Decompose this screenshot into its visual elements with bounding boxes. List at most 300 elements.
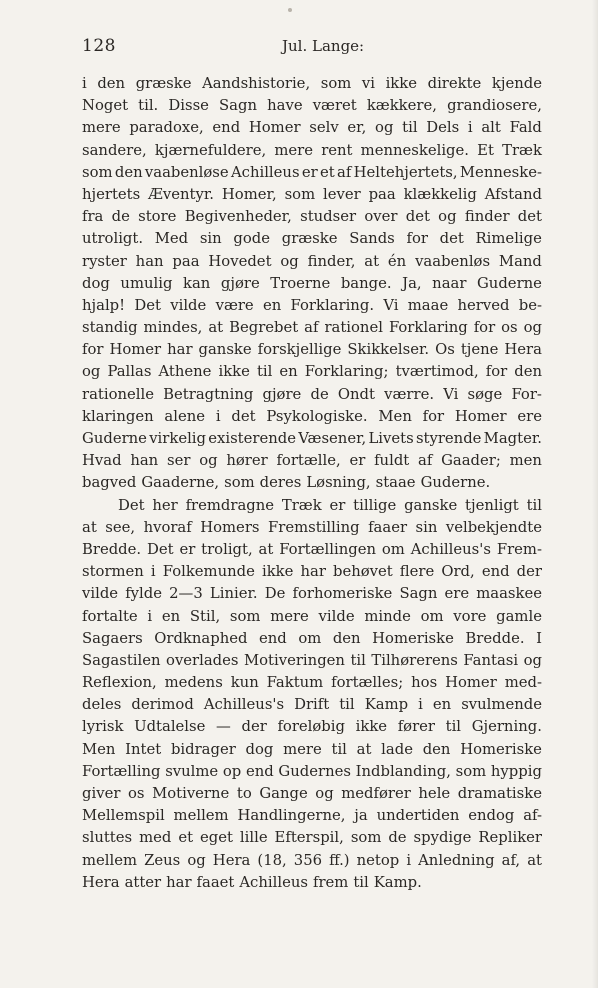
text-line bbox=[82, 206, 542, 228]
word: Motiveringen bbox=[244, 651, 345, 669]
word: der bbox=[241, 718, 267, 736]
word: som bbox=[82, 163, 113, 181]
word: om bbox=[381, 540, 405, 558]
word: overlades bbox=[166, 651, 239, 669]
word: Men bbox=[378, 407, 412, 425]
word: i bbox=[418, 696, 423, 714]
word: menneskelige. bbox=[360, 141, 469, 159]
word: dog bbox=[245, 740, 274, 758]
word: selv bbox=[309, 119, 339, 137]
word: Hera bbox=[504, 341, 542, 359]
word: mere bbox=[274, 141, 314, 159]
word: Begrebet bbox=[229, 319, 299, 337]
text-line bbox=[82, 583, 542, 605]
word: Magter. bbox=[483, 430, 542, 447]
word: at bbox=[208, 319, 224, 337]
word: utroligt. bbox=[82, 230, 144, 248]
word: i bbox=[406, 851, 412, 869]
word: studser bbox=[300, 208, 357, 226]
word: græske bbox=[281, 230, 338, 248]
word: Hovedet bbox=[208, 252, 272, 270]
word: Hera bbox=[212, 851, 251, 869]
word: end bbox=[259, 629, 287, 647]
word: Bredde. bbox=[82, 540, 142, 558]
word: end bbox=[245, 762, 274, 780]
text-line bbox=[82, 827, 542, 849]
word: ryster bbox=[82, 252, 127, 270]
word: er bbox=[179, 540, 196, 558]
word: klækkelig bbox=[403, 185, 477, 203]
word: Livets bbox=[368, 430, 414, 447]
word: for bbox=[406, 230, 428, 248]
word: Forklaring. bbox=[290, 296, 375, 314]
word: Men bbox=[82, 740, 116, 758]
word: vilde bbox=[318, 607, 355, 625]
text-line bbox=[82, 805, 542, 827]
word: over bbox=[364, 208, 398, 226]
word: Skikkelser. bbox=[347, 341, 430, 359]
word: Forklaring bbox=[388, 319, 468, 337]
word: at bbox=[356, 740, 372, 758]
word: virkelig bbox=[149, 430, 207, 447]
word: lever bbox=[323, 185, 361, 203]
text-line bbox=[82, 517, 542, 539]
word: Væsener, bbox=[298, 430, 367, 447]
word: Athene bbox=[158, 363, 212, 381]
word: ganske bbox=[198, 341, 252, 359]
word: gjøre bbox=[262, 385, 302, 403]
word: være bbox=[215, 296, 254, 314]
word: Frem- bbox=[496, 540, 542, 558]
word: som bbox=[229, 607, 261, 625]
word: svulmende bbox=[461, 696, 542, 714]
word: Achilleus's bbox=[410, 540, 491, 558]
word: Motiverne bbox=[152, 785, 230, 802]
word: For- bbox=[511, 385, 542, 403]
word: med- bbox=[504, 674, 542, 692]
word: Guderne. bbox=[420, 474, 491, 492]
word: den bbox=[97, 75, 126, 92]
word: sin bbox=[199, 230, 222, 248]
word: behøvet bbox=[332, 563, 393, 581]
word: ff.) bbox=[329, 851, 350, 869]
word: en bbox=[161, 607, 181, 625]
word: Aandshistorie, bbox=[202, 75, 311, 92]
word: som bbox=[455, 762, 487, 780]
word: og bbox=[523, 319, 542, 337]
word: den bbox=[422, 740, 451, 758]
text-line bbox=[82, 628, 542, 650]
word: ikke bbox=[218, 363, 250, 381]
word: om bbox=[420, 607, 444, 625]
word: — bbox=[216, 718, 231, 736]
text-line bbox=[82, 872, 542, 894]
word: Pallas bbox=[107, 363, 152, 381]
word: to bbox=[236, 785, 252, 802]
word: de bbox=[111, 208, 130, 226]
word: Løsning, bbox=[306, 474, 371, 492]
word: er bbox=[301, 163, 318, 181]
word: forskjellige bbox=[257, 341, 342, 359]
word: os bbox=[501, 319, 518, 337]
word: Bredde. bbox=[465, 629, 525, 647]
word: Fald bbox=[509, 119, 542, 137]
word: vilde bbox=[170, 296, 207, 314]
word: Vi bbox=[383, 296, 399, 314]
word: medfører bbox=[341, 785, 411, 802]
word: ganske bbox=[404, 496, 458, 514]
word: til. bbox=[138, 97, 159, 115]
word: én bbox=[387, 252, 407, 270]
word: Rimelige bbox=[475, 230, 542, 248]
word: i bbox=[147, 607, 153, 625]
word: velbekjendte bbox=[445, 518, 542, 536]
word: (18, bbox=[257, 851, 287, 869]
word: om bbox=[298, 629, 322, 647]
word: Homer bbox=[248, 119, 301, 137]
word: til bbox=[339, 696, 355, 714]
word: deres bbox=[259, 474, 302, 492]
word: staae bbox=[375, 474, 416, 492]
word: de bbox=[310, 385, 329, 403]
word: ikke bbox=[261, 563, 294, 581]
word: maaskee bbox=[476, 585, 542, 603]
word: gamle bbox=[496, 607, 542, 625]
word: Indblanding, bbox=[355, 762, 451, 780]
word: for bbox=[485, 363, 508, 381]
word: Ja, bbox=[402, 274, 422, 292]
word: han bbox=[135, 252, 164, 270]
word: Sagn bbox=[399, 585, 438, 603]
word: en bbox=[262, 296, 282, 314]
word: dramatiske bbox=[457, 785, 542, 802]
word: paa bbox=[172, 252, 200, 270]
word: Ondt bbox=[337, 385, 375, 403]
word: og bbox=[523, 651, 542, 669]
word: Homers bbox=[200, 518, 260, 536]
word: Ordknaphed bbox=[154, 629, 248, 647]
word: fortælles; bbox=[331, 674, 404, 692]
word: Det bbox=[146, 540, 174, 558]
text-line bbox=[82, 73, 542, 95]
word: paradoxe, bbox=[129, 119, 204, 137]
word: Træk bbox=[281, 496, 322, 514]
text-line bbox=[82, 472, 542, 494]
word: Handlingerne, bbox=[237, 807, 346, 825]
word: paa bbox=[368, 185, 396, 203]
text-line bbox=[82, 228, 542, 250]
word: og bbox=[187, 851, 206, 869]
word: hvoraf bbox=[143, 518, 192, 536]
word: til bbox=[350, 651, 366, 669]
text-line bbox=[82, 694, 542, 716]
text-line bbox=[82, 716, 542, 738]
word: for bbox=[82, 341, 104, 359]
word: gjøre bbox=[220, 274, 260, 292]
word: til bbox=[526, 496, 542, 514]
word: Psykologiske. bbox=[266, 407, 368, 425]
word: Mand bbox=[498, 252, 542, 270]
word: alt bbox=[481, 119, 501, 137]
word: til bbox=[331, 740, 347, 758]
word: en bbox=[432, 696, 452, 714]
word: end bbox=[212, 119, 241, 137]
word: i bbox=[150, 563, 156, 581]
text-line bbox=[82, 184, 542, 206]
word: har bbox=[166, 873, 192, 891]
word: herved bbox=[457, 296, 510, 314]
word: tjene bbox=[460, 341, 499, 359]
word: Mellemspil bbox=[82, 807, 165, 825]
text-line bbox=[82, 539, 542, 561]
word: mellem bbox=[82, 851, 138, 869]
word: foreløbig bbox=[277, 718, 345, 736]
word: Homeriske bbox=[372, 629, 454, 647]
word: finder, bbox=[307, 252, 356, 270]
word: Sagn bbox=[219, 97, 257, 115]
word: spydige bbox=[413, 829, 472, 847]
word: og bbox=[199, 452, 218, 470]
word: Begivenheder, bbox=[184, 208, 292, 226]
text-line bbox=[82, 406, 542, 428]
word: ikke bbox=[355, 718, 388, 736]
word: maae bbox=[407, 296, 449, 314]
word: kan bbox=[183, 274, 211, 292]
word: 2—3 bbox=[169, 585, 203, 603]
word: og bbox=[315, 785, 334, 802]
word: det bbox=[439, 230, 464, 248]
word: Faktum bbox=[266, 674, 324, 692]
word: faaet bbox=[196, 873, 235, 891]
word: derimod bbox=[131, 696, 194, 714]
word: til bbox=[445, 718, 462, 736]
text-line bbox=[82, 606, 542, 628]
word: ser bbox=[166, 452, 191, 470]
word: Fortælling bbox=[82, 762, 161, 780]
word: at bbox=[527, 851, 542, 869]
word: til bbox=[256, 363, 273, 381]
word: Træk bbox=[502, 141, 542, 159]
word: den bbox=[332, 629, 361, 647]
word: Vi bbox=[443, 385, 459, 403]
word: for bbox=[422, 407, 445, 425]
word: i bbox=[467, 119, 473, 137]
word: existerende bbox=[208, 430, 296, 447]
word: Sands bbox=[349, 230, 395, 248]
word: rationel bbox=[324, 319, 383, 337]
word: atter bbox=[124, 873, 162, 891]
word: søge bbox=[467, 385, 503, 403]
text-line bbox=[82, 761, 542, 783]
word: Repliker bbox=[478, 829, 542, 847]
word: Gange bbox=[259, 785, 308, 802]
text-line bbox=[82, 162, 542, 184]
word: men bbox=[509, 452, 542, 470]
running-head: Jul. Lange: bbox=[282, 37, 365, 55]
text-line bbox=[82, 339, 542, 361]
word: grandiosere, bbox=[447, 97, 542, 115]
word: lyrisk bbox=[82, 718, 124, 736]
word: som bbox=[350, 829, 382, 847]
word: fortælle, bbox=[276, 452, 341, 470]
word: gode bbox=[233, 230, 271, 248]
word: troligt, bbox=[201, 540, 253, 558]
word: der bbox=[516, 563, 542, 581]
word: hyppig bbox=[490, 762, 542, 780]
word: det bbox=[405, 208, 430, 226]
word: Achilleus's bbox=[203, 696, 285, 714]
word: Efterspil, bbox=[274, 829, 344, 847]
word: Drift bbox=[294, 696, 330, 714]
word: Sagastilen bbox=[82, 651, 161, 669]
word: tjenligt bbox=[465, 496, 519, 514]
word: Homer bbox=[109, 341, 162, 359]
word: fremdragne bbox=[185, 496, 275, 514]
text-line bbox=[82, 650, 542, 672]
word: og bbox=[438, 208, 457, 226]
word: og bbox=[82, 363, 101, 381]
word: kækkere, bbox=[366, 97, 437, 115]
word: i bbox=[215, 407, 221, 425]
word: og bbox=[280, 252, 299, 270]
text-line bbox=[82, 739, 542, 761]
word: et bbox=[320, 163, 335, 181]
word: det bbox=[231, 407, 256, 425]
word: tværtimod, bbox=[395, 363, 479, 381]
word: undertiden bbox=[376, 807, 460, 825]
word: lade bbox=[381, 740, 413, 758]
word: et bbox=[178, 829, 194, 847]
word: Folkemunde bbox=[162, 563, 255, 581]
word: Æventyr. bbox=[148, 185, 215, 203]
word: 356 bbox=[293, 851, 323, 869]
word: Gjerning. bbox=[471, 718, 542, 736]
word: Reflexion, bbox=[82, 674, 157, 692]
word: Kamp bbox=[364, 696, 409, 714]
word: mere bbox=[270, 607, 309, 625]
word: af bbox=[337, 163, 352, 181]
word: os bbox=[127, 785, 145, 802]
word: end bbox=[481, 563, 510, 581]
word: Med bbox=[154, 230, 189, 248]
word: de bbox=[388, 829, 407, 847]
text-line bbox=[82, 117, 542, 139]
word: Tilhørerens bbox=[371, 651, 458, 669]
word: Dels bbox=[426, 119, 460, 137]
word: Det bbox=[134, 296, 161, 314]
word: vaabenløs bbox=[415, 252, 491, 270]
word: Os bbox=[435, 341, 455, 359]
word: en bbox=[279, 363, 298, 381]
text-line bbox=[82, 850, 542, 872]
text-line bbox=[82, 361, 542, 383]
word: hjalp! bbox=[82, 296, 126, 314]
word: Kamp. bbox=[373, 873, 422, 891]
word: vaabenløse bbox=[144, 163, 229, 181]
word: mere bbox=[283, 740, 322, 758]
word: lille bbox=[239, 829, 268, 847]
word: klaringen bbox=[82, 407, 154, 425]
text-line bbox=[82, 384, 542, 406]
word: rationelle bbox=[82, 385, 154, 403]
word: Homer bbox=[445, 674, 497, 692]
word: sin bbox=[415, 518, 438, 536]
word: Et bbox=[477, 141, 494, 159]
word: Anledning bbox=[418, 851, 495, 869]
word: Stil, bbox=[189, 607, 221, 625]
word: see, bbox=[105, 518, 136, 536]
word: dog bbox=[82, 274, 110, 292]
word: at bbox=[82, 518, 97, 536]
word: Afstand bbox=[484, 185, 542, 203]
word: store bbox=[138, 208, 177, 226]
word: været bbox=[312, 97, 357, 115]
word: til bbox=[353, 873, 369, 891]
word: ere bbox=[444, 585, 470, 603]
word: vore bbox=[453, 607, 487, 625]
word: Linier. bbox=[209, 585, 258, 603]
word: be- bbox=[518, 296, 542, 314]
word: fortalte bbox=[82, 607, 138, 625]
word: Betragtning bbox=[163, 385, 254, 403]
word: naar bbox=[432, 274, 467, 292]
word: minde bbox=[364, 607, 411, 625]
word: hører bbox=[226, 452, 268, 470]
word: i bbox=[82, 75, 87, 92]
word: frem bbox=[312, 873, 349, 891]
word: som bbox=[224, 474, 255, 492]
word: er bbox=[349, 452, 366, 470]
word: Forklaring; bbox=[304, 363, 389, 381]
word: mellem bbox=[173, 807, 229, 825]
word: Menneske- bbox=[459, 163, 542, 181]
word: vilde bbox=[82, 585, 119, 603]
word: Guderne bbox=[476, 274, 542, 292]
text-line bbox=[82, 783, 542, 805]
word: faaer bbox=[368, 518, 408, 536]
word: Achilleus bbox=[230, 163, 300, 181]
word: ja bbox=[354, 807, 368, 825]
word: Troerne bbox=[270, 274, 331, 292]
word: Det bbox=[118, 496, 145, 514]
word: Gaaderne, bbox=[141, 474, 220, 492]
word: Disse bbox=[168, 97, 209, 115]
word: sluttes bbox=[82, 829, 133, 847]
word: deles bbox=[82, 696, 122, 714]
word: af bbox=[418, 452, 433, 470]
word: er bbox=[329, 496, 346, 514]
word: tillige bbox=[353, 496, 397, 514]
body-text bbox=[82, 73, 542, 894]
word: alene bbox=[164, 407, 206, 425]
word: ere bbox=[517, 407, 542, 425]
word: fuldt bbox=[374, 452, 410, 470]
word: Hera bbox=[82, 873, 120, 891]
page-number: 128 bbox=[82, 36, 116, 56]
word: fra bbox=[82, 208, 104, 226]
word: Guderne bbox=[82, 430, 147, 447]
word: Homeriske bbox=[460, 740, 542, 758]
word: fører bbox=[397, 718, 435, 736]
word: giver bbox=[82, 785, 121, 802]
word: den bbox=[114, 163, 143, 181]
word: bidrager bbox=[170, 740, 236, 758]
word: som bbox=[320, 75, 352, 92]
word: eget bbox=[199, 829, 233, 847]
word: han bbox=[130, 452, 159, 470]
text-line bbox=[82, 317, 542, 339]
word: De bbox=[264, 585, 286, 603]
